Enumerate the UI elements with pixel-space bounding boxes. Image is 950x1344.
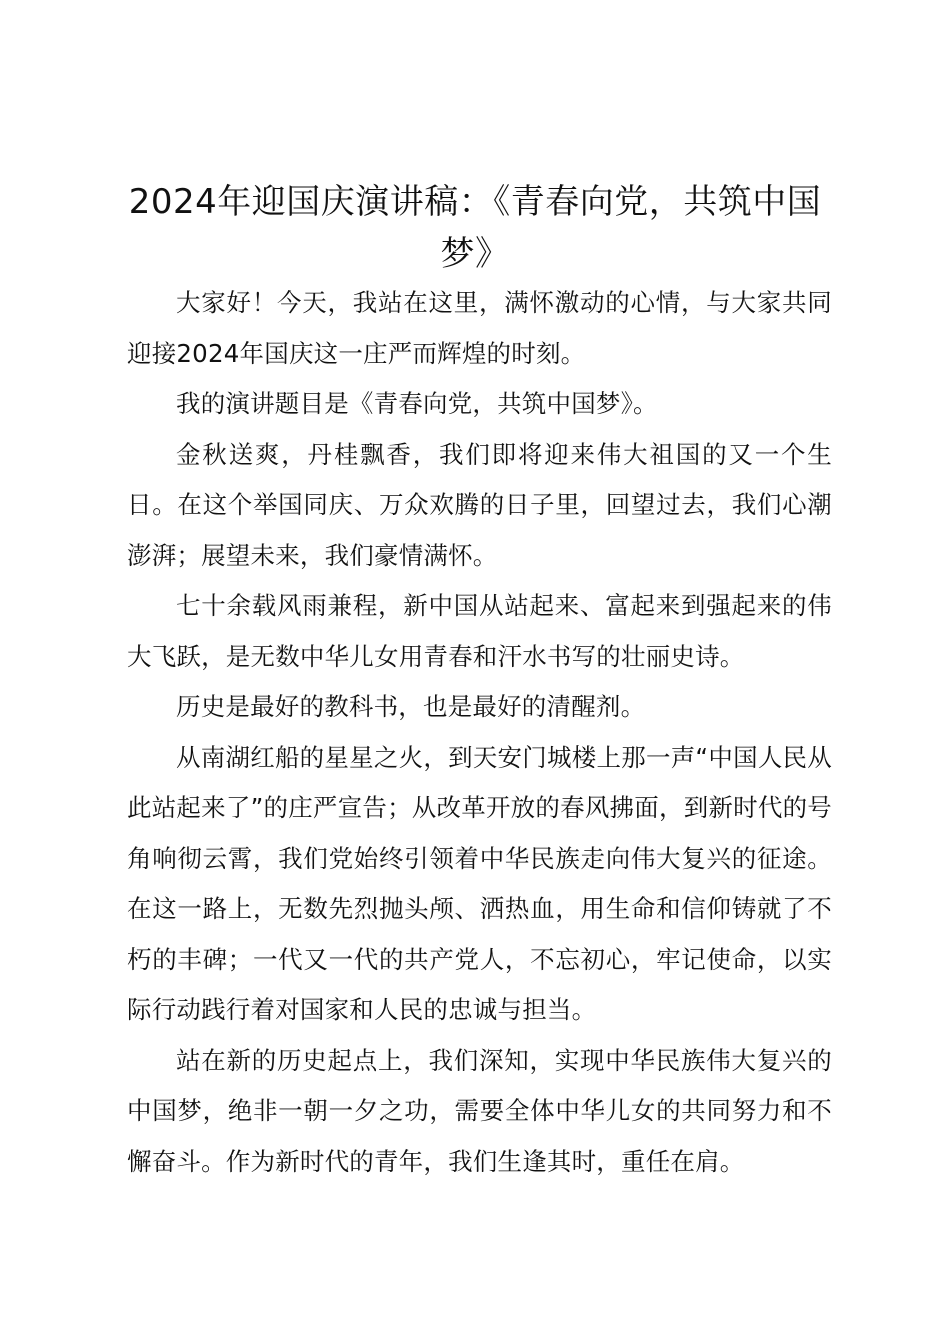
paragraph-new-era: 站在新的历史起点上，我们深知，实现中华民族伟大复兴的中国梦，绝非一朝一夕之功，需要全体中华儿女的共同努力和不懈奋斗。作为新时代的青年，我们生逢其时，重任在肩。 (127, 1045, 832, 1176)
paragraph-seventy-years: 七十余载风雨兼程，新中国从站起来、富起来到强起来的伟大飞跃，是无数中华儿女用青春和汗水书写的壮丽史诗。 (127, 591, 832, 671)
paragraph-autumn: 金秋送爽，丹桂飘香，我们即将迎来伟大祖国的又一个生日。在这个举国同庆、万众欢腾的日子里，回望过去，我们心潮澎湃；展望未来，我们豪情满怀。 (127, 439, 832, 570)
paragraph-red-boat: 从南湖红船的星星之火，到天安门城楼上那一声“中国人民从此站起来了”的庄严宣告；从改革开放的春风拂面，到新时代的号角响彻云霄，我们党始终引领着中华民族走向伟大复兴的征途。在这一路上，无数先烈抛头颅、洒热血，用生命和信仰铸就了不朽的丰碑；一代又一代的共产党人，不忘初心，牢记使命，以实际行动践行着对国家和人民的忠诚与担当。 (127, 742, 832, 1024)
paragraph-history: 历史是最好的教科书，也是最好的清醒剂。 (176, 692, 646, 721)
paragraph-greeting: 大家好！今天，我站在这里，满怀激动的心情，与大家共同迎接2024年国庆这一庄严而辉煌的时刻。 (127, 288, 832, 368)
document-title: 2024年迎国庆演讲稿：《青春向党，共筑中国梦》 (128, 182, 822, 274)
document-body (127, 278, 832, 1187)
paragraph-topic: 我的演讲题目是《青春向党，共筑中国梦》。 (176, 389, 658, 418)
